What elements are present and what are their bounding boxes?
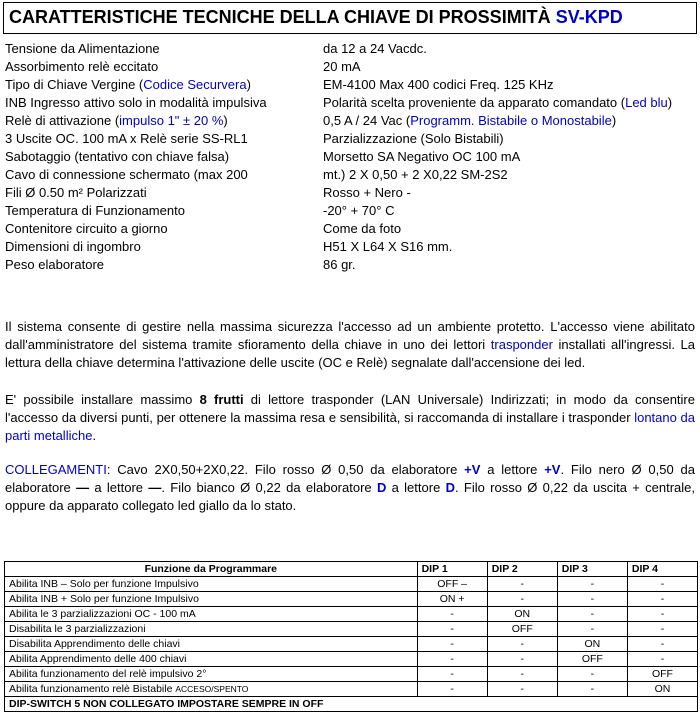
dip3-cell: - xyxy=(557,592,627,607)
spec-row xyxy=(5,202,697,220)
spec-value xyxy=(323,40,697,58)
spec-label xyxy=(5,112,323,130)
highlighted-text: impulso 1" ± 20 % xyxy=(119,113,224,128)
text-segment: : Cavo 2X0,50+2X0,22. Filo rosso Ø 0,50 da elaboratore xyxy=(106,462,465,477)
dip2-cell: - xyxy=(487,682,557,697)
funzione-cell xyxy=(5,637,418,652)
spec-value xyxy=(323,112,697,130)
text-segment: . xyxy=(92,428,97,443)
table-row xyxy=(5,577,698,592)
highlighted-text: Codice Securvera xyxy=(143,77,247,92)
text-segment: Abilita INB – Solo per funzione Impulsivo xyxy=(9,578,199,590)
spec-row xyxy=(5,256,697,274)
spec-list xyxy=(3,40,697,274)
table-row xyxy=(5,637,698,652)
dip2-cell: - xyxy=(487,592,557,607)
spec-value xyxy=(323,166,697,184)
collegamenti-paragraph xyxy=(3,461,697,515)
spec-row xyxy=(5,220,697,238)
dip1-cell: - xyxy=(417,682,487,697)
text-segment: Il sistema consente di gestire nella massima sicurezza l'accesso ad un ambiente protetto. L'accesso viene abilitato dall'amministratore del sistema tramite sfioramento della chiave in uno dei lettori xyxy=(5,319,695,352)
dip3-cell: - xyxy=(557,577,627,592)
text-segment: Temperatura di Funzionamento xyxy=(5,203,185,218)
dip1-cell: - xyxy=(417,637,487,652)
spec-row xyxy=(5,238,697,256)
highlighted-text: — xyxy=(76,480,90,495)
text-segment: ) xyxy=(246,77,251,92)
dip1-cell: - xyxy=(417,622,487,637)
highlighted-text: COLLEGAMENTI xyxy=(5,462,107,477)
text-segment: Contenitore circuito a giorno xyxy=(5,221,168,236)
spec-value xyxy=(323,148,697,166)
table-row xyxy=(5,592,698,607)
table-row xyxy=(5,607,698,622)
highlighted-text: lontano da parti metalliche xyxy=(5,410,695,443)
dip2-cell: - xyxy=(487,667,557,682)
funzione-cell xyxy=(5,607,418,622)
spec-row xyxy=(5,184,697,202)
installation-paragraph xyxy=(3,391,697,445)
spec-label xyxy=(5,76,323,94)
dip2-cell: OFF xyxy=(487,622,557,637)
dip4-cell: - xyxy=(627,637,697,652)
table-row xyxy=(5,652,698,667)
text-segment: Tensione da Alimentazione xyxy=(5,41,160,56)
spec-label xyxy=(5,94,323,112)
highlighted-text: Led blu xyxy=(625,95,668,110)
spec-label xyxy=(5,202,323,220)
table-row xyxy=(5,622,698,637)
table-header-funzione: Funzione da Programmare xyxy=(5,562,418,577)
spec-label xyxy=(5,220,323,238)
dip4-cell: - xyxy=(627,652,697,667)
text-segment: Morsetto SA Negativo OC 100 mA xyxy=(323,149,521,164)
highlighted-text: D xyxy=(376,480,387,495)
spec-label xyxy=(5,130,323,148)
text-segment: 3 Uscite OC. 100 mA x Relè serie SS-RL1 xyxy=(5,131,248,146)
table-row xyxy=(5,667,698,682)
spec-row xyxy=(5,112,697,130)
highlighted-text: D xyxy=(445,480,455,495)
spec-row xyxy=(5,94,697,112)
dip3-cell: - xyxy=(557,607,627,622)
funzione-cell xyxy=(5,667,418,682)
highlighted-text: +V xyxy=(544,462,561,477)
dip3-cell: - xyxy=(557,622,627,637)
dip2-cell: - xyxy=(487,637,557,652)
text-segment: Sabotaggio (tentativo con chiave falsa) xyxy=(5,149,230,164)
dip1-cell: OFF – xyxy=(417,577,487,592)
text-segment: E' possibile installare massimo xyxy=(5,392,200,407)
dip4-cell: ON xyxy=(627,682,697,697)
text-segment: Peso elaboratore xyxy=(5,257,105,272)
system-description-paragraph xyxy=(3,318,697,372)
text-segment: . Filo rosso Ø 0,22 da uscita + centrale, oppure da apparato collegato led giallo da lo stato. xyxy=(5,480,696,513)
text-segment: 86 gr. xyxy=(323,257,356,272)
text-segment: a lettore xyxy=(89,480,149,495)
text-segment: Parzializzazione (Solo Bistabili) xyxy=(323,131,504,146)
funzione-cell xyxy=(5,577,418,592)
text-segment: ) xyxy=(611,113,617,128)
spec-value xyxy=(323,76,697,94)
spec-row xyxy=(5,166,697,184)
spec-value xyxy=(323,220,697,238)
text-segment: 0,5 A / 24 Vac ( xyxy=(323,113,411,128)
dip4-cell: - xyxy=(627,622,697,637)
spec-value xyxy=(323,130,697,148)
dip3-cell: - xyxy=(557,667,627,682)
table-row xyxy=(5,682,698,697)
table-footer-row xyxy=(5,697,698,712)
text-segment: EM-4100 Max 400 codici Freq. 125 KHz xyxy=(323,77,554,92)
text-segment: Polarità scelta proveniente da apparato comandato ( xyxy=(323,95,626,110)
highlighted-text: — xyxy=(148,480,162,495)
text-segment: Assorbimento relè eccitato xyxy=(5,59,159,74)
dip4-cell: OFF xyxy=(627,667,697,682)
highlighted-text: Programm. Bistabile o Monostabile xyxy=(410,113,612,128)
highlighted-text: 8 frutti xyxy=(199,392,244,407)
text-segment: Disabilita le 3 parzializzazioni xyxy=(9,623,146,635)
text-segment: Abilita funzionamento del relè impulsivo 2° xyxy=(9,668,207,680)
spec-label xyxy=(5,184,323,202)
spec-label xyxy=(5,256,323,274)
dip2-cell: - xyxy=(487,652,557,667)
dip4-cell: - xyxy=(627,592,697,607)
spec-value xyxy=(323,238,697,256)
text-segment: Abilita Apprendimento delle 400 chiavi xyxy=(9,653,187,665)
dip1-cell: - xyxy=(417,652,487,667)
text-segment: Disabilita Apprendimento delle chiavi xyxy=(9,638,181,650)
text-segment: a lettore xyxy=(480,462,545,477)
dip3-cell: OFF xyxy=(557,652,627,667)
text-segment: Abilita le 3 parzializzazioni OC - 100 mA xyxy=(9,608,196,620)
text-segment: da 12 a 24 Vacdc. xyxy=(323,41,427,56)
dip1-cell: - xyxy=(417,607,487,622)
text-segment: Cavo di connessione schermato (max 200 xyxy=(5,167,248,182)
spec-value xyxy=(323,94,697,112)
spec-label xyxy=(5,148,323,166)
funzione-cell xyxy=(5,652,418,667)
table-header-dip1: DIP 1 xyxy=(417,562,487,577)
table-footer-note: DIP-SWITCH 5 NON COLLEGATO IMPOSTARE SEMPRE IN OFF xyxy=(5,697,698,712)
funzione-cell xyxy=(5,622,418,637)
text-segment: . Filo bianco Ø 0,22 da elaboratore xyxy=(161,480,377,495)
spec-value xyxy=(323,256,697,274)
page-title-text: CARATTERISTICHE TECNICHE DELLA CHIAVE DI PROSSIMITÀ xyxy=(9,7,556,27)
text-segment: Abilita funzionamento relè Bistabile xyxy=(9,683,176,695)
dip4-cell: - xyxy=(627,577,697,592)
funzione-cell xyxy=(5,682,418,697)
text-segment: ) xyxy=(223,113,228,128)
text-segment: Fili Ø 0.50 m² Polarizzati xyxy=(5,185,147,200)
text-segment: . Filo nero Ø 0,50 da elaboratore xyxy=(5,462,696,495)
page-title xyxy=(3,2,697,34)
spec-row xyxy=(5,58,697,76)
dip1-cell: ON + xyxy=(417,592,487,607)
highlighted-text: ACCESO/SPENTO xyxy=(175,684,249,694)
table-header-dip3: DIP 3 xyxy=(557,562,627,577)
text-segment: Abilita INB + Solo per funzione Impulsivo xyxy=(9,593,199,605)
text-segment: -20° + 70° C xyxy=(323,203,395,218)
spec-row xyxy=(5,40,697,58)
spec-row xyxy=(5,76,697,94)
dip4-cell: - xyxy=(627,607,697,622)
spec-value xyxy=(323,184,697,202)
text-segment: mt.) 2 X 0,50 + 2 X0,22 SM-2S2 xyxy=(323,167,508,182)
text-segment: 20 mA xyxy=(323,59,361,74)
page-title-accent: SV-KPD xyxy=(555,7,623,27)
spec-label xyxy=(5,40,323,58)
text-segment: Come da foto xyxy=(323,221,402,236)
dip1-cell: - xyxy=(417,667,487,682)
text-segment: Tipo di Chiave Vergine ( xyxy=(5,77,144,92)
spec-row xyxy=(5,148,697,166)
spec-label xyxy=(5,58,323,76)
spec-label xyxy=(5,238,323,256)
text-segment: installati all'ingressi. La lettura della chiave determina l'attivazione delle uscite (OC e Relè) segnalate dall'accensione dei led. xyxy=(5,337,695,370)
text-segment: a lettore xyxy=(386,480,446,495)
text-segment: di lettore trasponder (LAN Universale) Indirizzati; in modo da consentire l'accesso da diversi punti, per ottenere la massima resa e sensibilità, si raccomanda di installare i trasponder xyxy=(5,392,695,425)
text-segment: H51 X L64 X S16 mm. xyxy=(323,239,453,254)
text-segment: ) xyxy=(667,95,673,110)
text-segment: Dimensioni di ingombro xyxy=(5,239,141,254)
dip3-cell: - xyxy=(557,682,627,697)
highlighted-text: +V xyxy=(464,462,481,477)
dip2-cell: - xyxy=(487,577,557,592)
table-header-dip2: DIP 2 xyxy=(487,562,557,577)
spec-row xyxy=(5,130,697,148)
text-segment: INB Ingresso attivo solo in modalità impulsiva xyxy=(5,95,267,110)
text-segment: Rosso + Nero - xyxy=(323,185,411,200)
text-segment: Relè di attivazione ( xyxy=(5,113,120,128)
spec-label xyxy=(5,166,323,184)
dip3-cell: ON xyxy=(557,637,627,652)
spec-value xyxy=(323,58,697,76)
dip2-cell: ON xyxy=(487,607,557,622)
dip-switch-table xyxy=(4,561,698,712)
table-header-row xyxy=(5,562,698,577)
spec-value xyxy=(323,202,697,220)
highlighted-text: trasponder xyxy=(490,337,553,352)
table-header-dip4: DIP 4 xyxy=(627,562,697,577)
funzione-cell xyxy=(5,592,418,607)
